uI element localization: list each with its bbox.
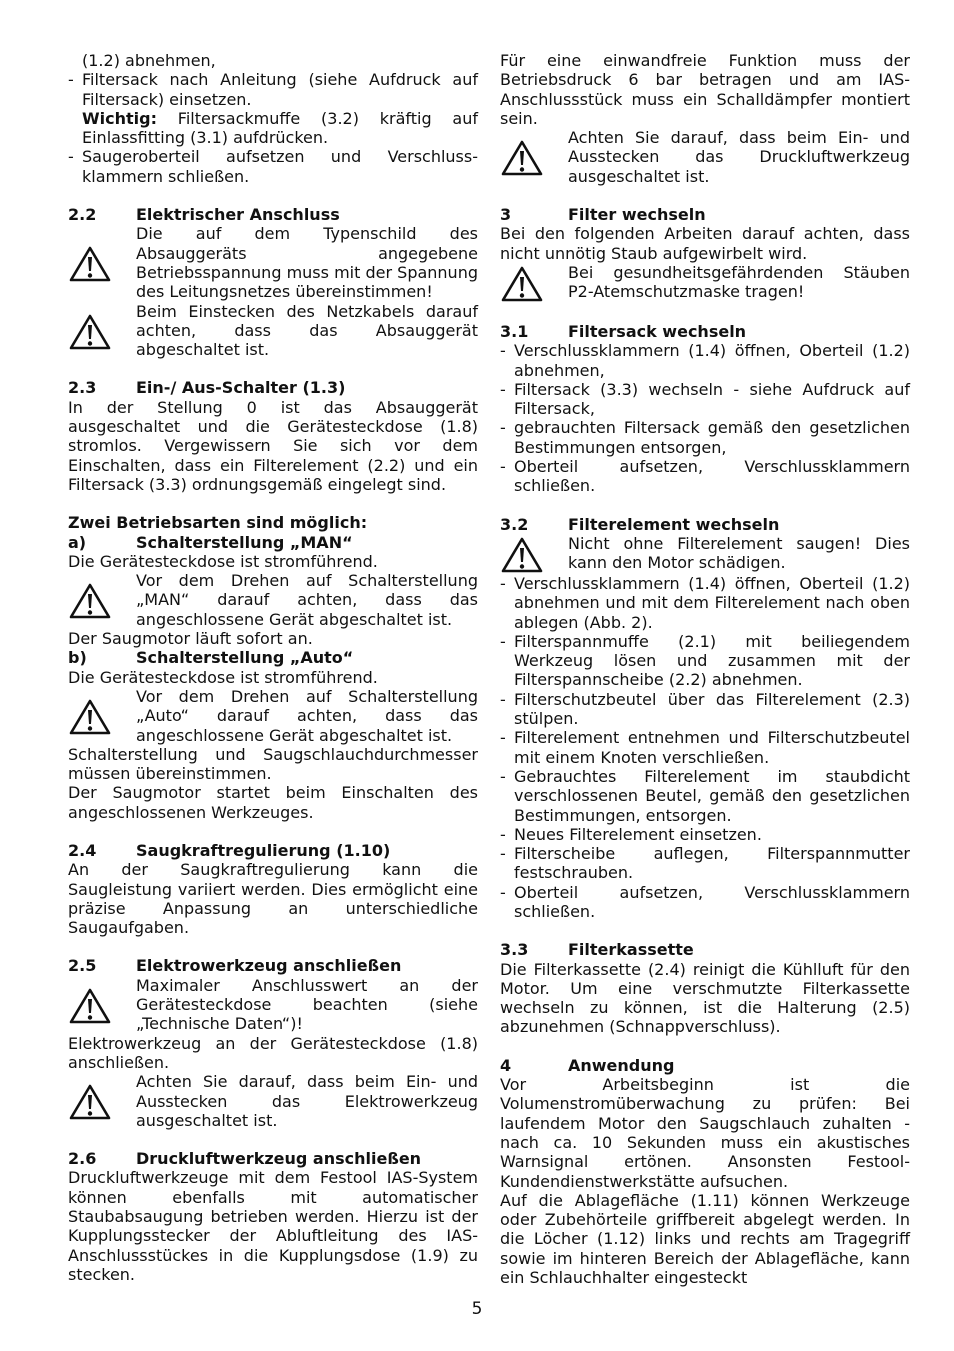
warning-block — [68, 976, 478, 1034]
section-title: Filterelement wechseln — [568, 514, 780, 534]
section-text: An der Saugkraftregulierung kann die Saugleistung variiert werden. Dies ermöglicht eine präzise Anpassung an unterschiedliche Saugaufgaben. — [68, 860, 478, 938]
warning-block — [68, 1072, 478, 1130]
section-text: Die Filterkassette (2.4) reinigt die Kühlluft für den Motor. Um eine verschmutzte Filterkassette wechseln zu können, ist die Halterung (2.5) abzunehmen (Schnappverschluss). — [500, 959, 910, 1037]
warning-triangle-icon — [68, 687, 136, 745]
warning-triangle-icon — [68, 224, 136, 301]
section-heading-3 — [500, 205, 910, 224]
section-text: Vor Arbeitsbeginn ist die Volumenstromüberwachung zu prüfen: Bei laufendem Motor den Saugschlauch zuhalten - nach ca. 10 Sekunden muss ein akustisches Warnsignal ertönen. Ansonsten Festool-Kundendienstwerkstätte aufsuchen. — [500, 1075, 910, 1191]
right-column — [500, 51, 910, 1287]
list-item: - Filterschutzbeutel über das Filterelement (2.3) stülpen. — [500, 689, 910, 729]
section-number: 3.2 — [500, 514, 529, 534]
section-title: Elektrowerkzeug anschließen — [136, 956, 402, 976]
warning-text: Achten Sie darauf, dass beim Ein- und Ausstecken das Druckluftwerkzeug ausgeschaltet ist. — [568, 128, 910, 186]
mode-text: Die Gerätesteckdose ist stromführend. — [68, 551, 378, 571]
warning-triangle-icon — [500, 534, 568, 574]
section-title: Elektrischer Anschluss — [136, 205, 340, 225]
list-item-text: Filterschutzbeutel über das Filterelement (2.3) stülpen. — [514, 689, 910, 729]
section-text: Druckluftwerkzeuge mit dem Festool IAS-System können ebenfalls mit automatischer Staubabsaugung betrieben werden. Hierzu ist der Kupplungsstecker der Abluftleitung des IAS-Anschlussstückes in die Kupplungsdose (1.9) zu stecken. — [68, 1168, 478, 1284]
modes-title: Zwei Betriebsarten sind möglich: — [68, 513, 368, 533]
list-item-text: Saugeroberteil aufsetzen und Verschluss-klammern schließen. — [82, 147, 478, 186]
mode-label: b) — [68, 648, 87, 668]
page-number: 5 — [471, 1299, 483, 1319]
section-heading-3-3 — [500, 940, 910, 959]
mode-title: Schalterstellung „Auto“ — [136, 648, 354, 668]
section-heading-3-1 — [500, 322, 910, 341]
mode-heading-b — [68, 648, 478, 667]
warning-text: Bei gesundheitsgefährdenden Stäuben P2-Atemschutzmaske tragen! — [568, 262, 910, 302]
list-item: - Saugeroberteil aufsetzen und Verschluss-klammern schließen. — [68, 147, 478, 186]
warning-text: Vor dem Drehen auf Schalterstellung „MAN“ darauf achten, dass das angeschlossene Gerät abgeschaltet ist. — [136, 571, 478, 629]
list-item-text: Oberteil aufsetzen, Verschlussklammern schließen. — [514, 457, 910, 496]
list-item-text: Filterelement entnehmen und Filterschutzbeutel mit einem Knoten verschließen. — [514, 728, 910, 767]
list-item: - Filterspannmuffe (2.1) mit beiliegendem Werkzeug lösen und zusammen mit der Filterspannscheibe (2.2) abnehmen. — [500, 631, 910, 690]
warning-block — [500, 263, 910, 303]
left-column — [68, 51, 478, 1284]
mode-label: a) — [68, 532, 87, 552]
mode-text: Der Saugmotor startet beim Einschalten des angeschlossenen Werkzeuges. — [68, 783, 478, 822]
section-text: Auf die Ablagefläche (1.11) können Werkzeuge oder Zubehörteile griffbereit abgelegt werden. In die Löcher (1.12) links und rechts am Tragegriff sowie im hinteren Bereich der Ablagefläche, kann ein Schlauchhalter eingesteckt — [500, 1190, 910, 1288]
list-item: - Neues Filterelement einsetzen. — [500, 825, 910, 844]
section-heading-2-5 — [68, 956, 478, 975]
important-label: Wichtig: — [82, 108, 157, 128]
section-title: Filter wechseln — [568, 205, 706, 225]
warning-text: Beim Einstecken des Netzkabels darauf achten, dass das Absauggerät abgeschaltet ist. — [136, 301, 478, 360]
list-item-text: Filterscheibe auflegen, Filterspannmutter festschrauben. — [514, 844, 910, 883]
list-item-text: Filtersack nach Anleitung (siehe Aufdruck auf Filtersack) einsetzen. — [82, 70, 478, 109]
continuation-line: (1.2) abnehmen, — [82, 51, 216, 70]
mode-heading-a — [68, 533, 478, 552]
mode-text: Der Saugmotor läuft sofort an. — [68, 629, 313, 649]
section-text: In der Stellung 0 ist das Absauggerät ausgeschaltet und die Gerätesteckdose (1.8) stromlos. Vergewissern Sie sich vor dem Einschalten, dass ein Filterelement (2.2) und ein Filtersack (3.3) ordnungsgemäß eingelegt sind. — [68, 397, 478, 494]
warning-block — [68, 224, 478, 301]
list-item-text: Oberteil aufsetzen, Verschlussklammern schließen. — [514, 882, 910, 921]
warning-triangle-icon — [68, 571, 136, 629]
warning-text: Die auf dem Typenschild des Absauggeräts angegebene Betriebsspannung muss mit der Spannung des Leitungsnetzes übereinstimmen! — [136, 224, 478, 302]
mode-title: Schalterstellung „MAN“ — [136, 532, 353, 552]
section-title: Anwendung — [568, 1055, 675, 1075]
warning-block — [68, 571, 478, 629]
warning-triangle-icon — [500, 263, 568, 303]
list-item-text: Verschlussklammern (1.4) öffnen, Oberteil (1.2) abnehmen und mit dem Filterelement nach oben ablegen (Abb. 2). — [514, 573, 910, 632]
section-text: Bei den folgenden Arbeiten darauf achten, dass nicht unnötig Staub aufgewirbelt wird. — [500, 224, 910, 263]
list-item-text: Gebrauchtes Filterelement im staubdicht verschlossenen Beutel, gemäß den gesetzlichen Bestimmungen, entsorgen. — [514, 766, 910, 825]
section-title: Druckluftwerkzeug anschließen — [136, 1149, 422, 1169]
warning-triangle-icon — [68, 976, 136, 1034]
warning-text: Maximaler Anschlusswert an der Gerätesteckdose beachten (siehe „Technische Daten“)! — [136, 975, 478, 1034]
section-title: Filtersack wechseln — [568, 321, 747, 341]
mode-text: Schalterstellung und Saugschlauchdurchmesser müssen übereinstimmen. — [68, 744, 478, 784]
important-text: Filtersackmuffe (3.2) kräftig auf Einlassfitting (3.1) aufdrücken. — [82, 108, 478, 148]
warning-triangle-icon — [68, 1072, 136, 1130]
list-item-text: Neues Filterelement einsetzen. — [514, 824, 762, 844]
section-number: 2.3 — [68, 378, 97, 398]
list-item-text: Filterspannmuffe (2.1) mit beiliegendem Werkzeug lösen und zusammen mit der Filterspannscheibe (2.2) abnehmen. — [514, 631, 910, 690]
list-item: - Filterscheibe auflegen, Filterspannmutter festschrauben. — [500, 844, 910, 883]
section-title: Filterkassette — [568, 940, 694, 960]
section-heading-4 — [500, 1056, 910, 1075]
list-item: - Filtersack nach Anleitung (siehe Aufdruck auf Filtersack) einsetzen. — [68, 70, 478, 109]
section-heading-2-2 — [68, 205, 478, 224]
section-number: 2.2 — [68, 205, 97, 225]
warning-triangle-icon — [68, 302, 136, 360]
list-item: - Verschlussklammern (1.4) öffnen, Oberteil (1.2) abnehmen und mit dem Filterelement nach oben ablegen (Abb. 2). — [500, 573, 910, 632]
warning-text: Vor dem Drehen auf Schalterstellung „Auto“ darauf achten, dass das angeschlossene Gerät abgeschaltet ist. — [136, 686, 478, 745]
list-item: - Filterelement entnehmen und Filterschutzbeutel mit einem Knoten verschließen. — [500, 728, 910, 767]
warning-text: Nicht ohne Filterelement saugen! Dies kann den Motor schädigen. — [568, 533, 910, 573]
list-item: - gebrauchten Filtersack gemäß den gesetzlichen Bestimmungen entsorgen, — [500, 418, 910, 457]
warning-block — [500, 128, 910, 186]
section-number: 3.1 — [500, 321, 529, 341]
list-item: - Oberteil aufsetzen, Verschlussklammern schließen. — [500, 457, 910, 496]
section-number: 3 — [500, 205, 512, 225]
section-heading-3-2 — [500, 515, 910, 534]
list-item: - Filtersack (3.3) wechseln - siehe Aufdruck auf Filtersack, — [500, 379, 910, 419]
section-number: 3.3 — [500, 940, 529, 960]
warning-block — [500, 534, 910, 574]
list-item: - Gebrauchtes Filterelement im staubdicht verschlossenen Beutel, gemäß den gesetzlichen Bestimmungen, entsorgen. — [500, 766, 910, 825]
warning-triangle-icon — [500, 128, 568, 186]
section-number: 2.5 — [68, 956, 97, 976]
important-note — [68, 109, 478, 148]
section-number: 2.4 — [68, 840, 97, 860]
section-heading-2-4 — [68, 841, 478, 860]
list-item-text: Filtersack (3.3) wechseln - siehe Aufdruck auf Filtersack, — [514, 379, 910, 419]
section-heading-2-3 — [68, 378, 478, 397]
section-number: 4 — [500, 1055, 512, 1075]
section-title: Saugkraftregulierung (1.10) — [136, 840, 391, 860]
list-item: - Verschlussklammern (1.4) öffnen, Oberteil (1.2) abnehmen, — [500, 341, 910, 380]
warning-text: Achten Sie darauf, dass beim Ein- und Ausstecken das Elektrowerkzeug ausgeschaltet ist. — [136, 1072, 478, 1130]
section-text: Elektrowerkzeug an der Gerätesteckdose (1.8) anschließen. — [68, 1033, 478, 1072]
section-title: Ein-/ Aus-Schalter (1.3) — [136, 378, 346, 398]
list-item-text: Verschlussklammern (1.4) öffnen, Oberteil (1.2) abnehmen, — [514, 341, 910, 380]
section-heading-2-6 — [68, 1149, 478, 1168]
list-item: - Oberteil aufsetzen, Verschlussklammern schließen. — [500, 882, 910, 921]
warning-block — [68, 687, 478, 745]
list-item-text: gebrauchten Filtersack gemäß den gesetzlichen Bestimmungen entsorgen, — [514, 418, 910, 457]
section-number: 2.6 — [68, 1149, 97, 1169]
warning-block — [68, 302, 478, 360]
mode-text: Die Gerätesteckdose ist stromführend. — [68, 667, 378, 687]
section-text: Für eine einwandfreie Funktion muss der Betriebsdruck 6 bar betragen und am IAS-Anschlussstück muss ein Schalldämpfer montiert sein. — [500, 51, 910, 128]
